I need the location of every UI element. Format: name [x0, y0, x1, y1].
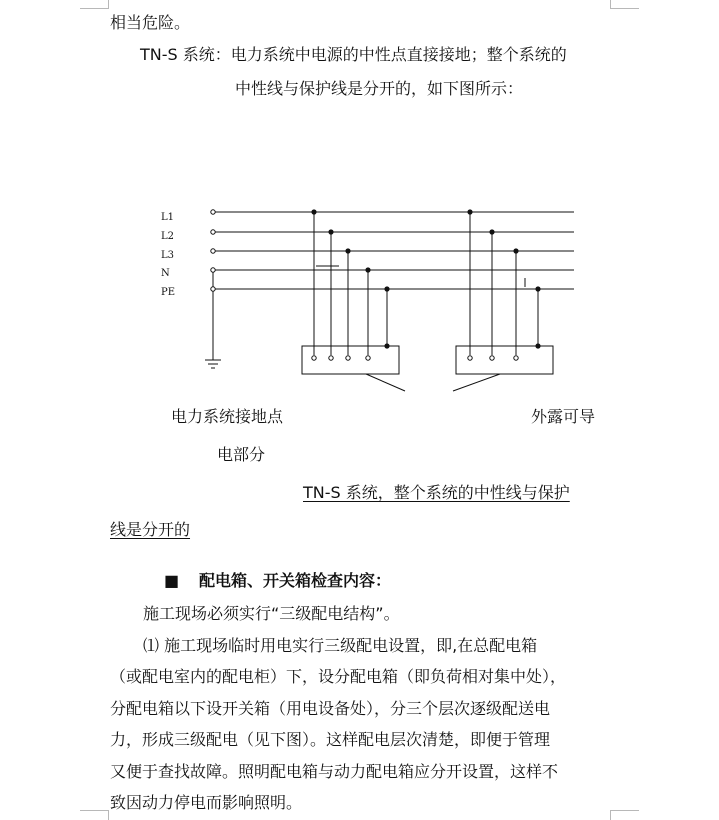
body-paragraph-2-line-6: 致因动力停电而影响照明。: [110, 793, 303, 812]
leader-line-left: [366, 374, 405, 391]
leader-line-right: [453, 374, 500, 391]
line-label-l3: L3: [161, 250, 175, 261]
diagram-label-left-2: 电部分: [217, 445, 266, 464]
tns-definition-line-2: 中性线与保护线是分开的，如下图所示：: [235, 79, 524, 98]
equipment-box-left: [302, 346, 399, 374]
diagram-label-right: 外露可导: [531, 407, 596, 426]
line-label-pe: PE: [161, 287, 176, 298]
diagram-label-left-1: 电力系统接地点: [171, 407, 284, 426]
section-heading: 配电箱、开关箱检查内容：: [199, 571, 392, 590]
line-label-l2: L2: [161, 231, 175, 242]
line-label-l1: L1: [161, 212, 175, 223]
paragraph-intro-end: 相当危险。: [110, 13, 191, 32]
section-bullet-icon: ■: [164, 571, 180, 590]
body-paragraph-2-line-3: 分配电箱以下设开关箱（用电设备处），分三个层次逐级配送电: [110, 699, 551, 718]
body-paragraph-2-line-5: 又便于查找故障。照明配电箱与动力配电箱应分开设置，这样不: [110, 762, 559, 781]
figure-caption-line-2: 线是分开的: [110, 520, 191, 539]
body-paragraph-1: 施工现场必须实行“三级配电结构”。: [143, 604, 400, 623]
line-label-n: N: [161, 268, 170, 279]
body-paragraph-2-line-2: （或配电室内的配电柜）下，设分配电箱（即负荷相对集中处），: [110, 667, 567, 686]
body-paragraph-2-line-4: 力，形成三级配电（见下图）。这样配电层次清楚，即便于管理: [110, 730, 551, 749]
tns-definition-line-1: TN-S 系统：电力系统中电源的中性点直接接地；整个系统的: [140, 45, 567, 64]
figure-caption-line-1: TN-S 系统，整个系统的中性线与保护: [303, 483, 570, 502]
body-paragraph-2-line-1: ⑴ 施工现场临时用电实行三级配电设置，即,在总配电箱: [143, 636, 538, 655]
